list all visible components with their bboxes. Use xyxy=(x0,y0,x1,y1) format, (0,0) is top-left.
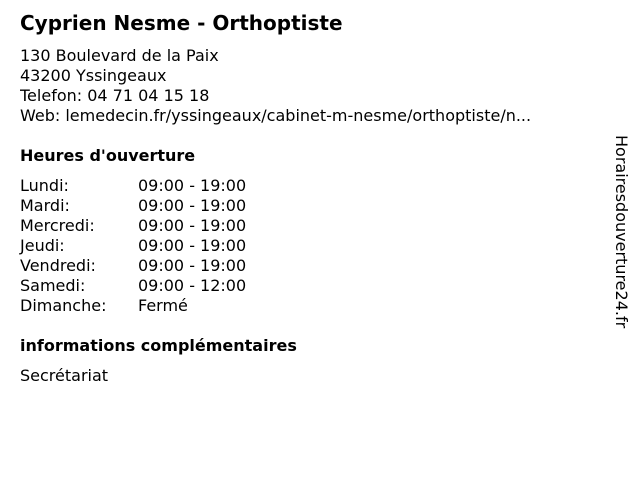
hours-day: Dimanche: xyxy=(20,296,107,315)
hours-time: 09:00 - 12:00 xyxy=(138,276,247,295)
address-line-1: 130 Boulevard de la Paix xyxy=(20,46,219,65)
business-title: Cyprien Nesme - Orthoptiste xyxy=(20,11,343,35)
opening-hours-title: Heures d'ouverture xyxy=(20,146,196,165)
hours-day: Samedi: xyxy=(20,276,86,295)
website-link[interactable]: Web: lemedecin.fr/yssingeaux/cabinet-m-nesme/orthoptiste/n... xyxy=(20,106,532,125)
hours-time: Fermé xyxy=(138,296,188,315)
hours-row-friday xyxy=(20,256,590,276)
hours-row-thursday xyxy=(20,236,590,256)
hours-row-saturday xyxy=(20,276,590,296)
hours-time: 09:00 - 19:00 xyxy=(138,236,247,255)
hours-day: Mercredi: xyxy=(20,216,95,235)
hours-time: 09:00 - 19:00 xyxy=(138,196,247,215)
hours-row-sunday xyxy=(20,296,590,316)
business-card xyxy=(20,10,590,386)
hours-row-tuesday xyxy=(20,196,590,216)
opening-hours-table xyxy=(20,176,590,316)
hours-time: 09:00 - 19:00 xyxy=(138,176,247,195)
hours-day: Vendredi: xyxy=(20,256,96,275)
contact-info xyxy=(20,46,590,126)
hours-day: Jeudi: xyxy=(20,236,65,255)
address-line-2: 43200 Yssingeaux xyxy=(20,66,167,85)
phone-number[interactable]: Telefon: 04 71 04 15 18 xyxy=(20,86,210,105)
hours-row-wednesday xyxy=(20,216,590,236)
hours-day: Lundi: xyxy=(20,176,69,195)
additional-info-title: informations complémentaires xyxy=(20,336,297,355)
hours-day: Mardi: xyxy=(20,196,70,215)
additional-info-text: Secrétariat xyxy=(20,366,109,385)
hours-time: 09:00 - 19:00 xyxy=(138,256,247,275)
hours-row-monday xyxy=(20,176,590,196)
site-watermark: Horairesdouverture24.fr xyxy=(612,135,631,329)
hours-time: 09:00 - 19:00 xyxy=(138,216,247,235)
